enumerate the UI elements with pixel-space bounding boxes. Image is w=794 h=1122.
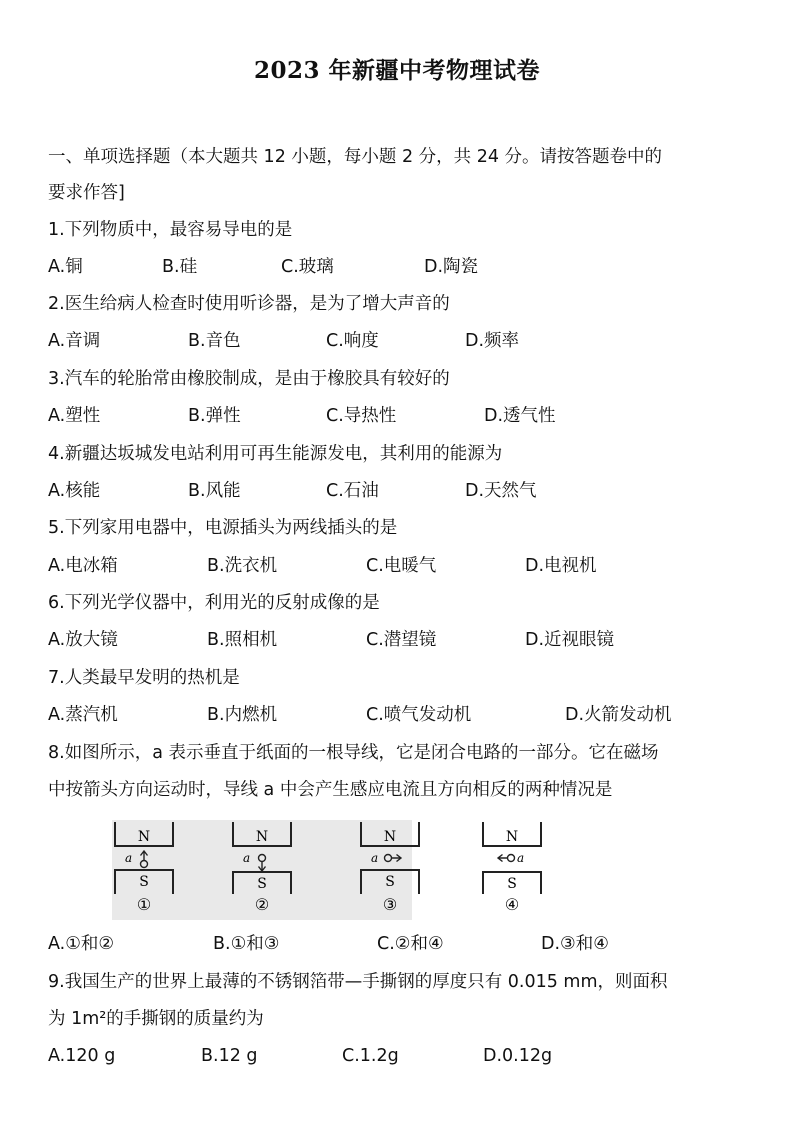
question-3-stem: 3.汽车的轮胎常由橡胶制成，是由于橡胶具有较好的: [48, 369, 450, 389]
question-6-stem: 6.下列光学仪器中，利用光的反射成像的是: [48, 593, 380, 613]
magnetic-field-figure: [112, 818, 552, 922]
question-9-stem-line-2: 为 1m²的手撕钢的质量约为: [48, 1009, 264, 1029]
question-3-option-a: A.塑性: [48, 406, 101, 426]
south-pole-label: S: [507, 876, 517, 892]
question-8-option-c: C.②和④: [377, 934, 444, 954]
south-pole-label: S: [139, 874, 149, 890]
question-8-option-d: D.③和④: [541, 934, 609, 954]
section-heading-line-2: 要求作答]: [48, 183, 125, 203]
wire-label: a: [371, 851, 379, 865]
question-5-options: [0, 554, 794, 578]
panel-label: ①: [136, 895, 152, 914]
question-5-stem: 5.下列家用电器中，电源插头为两线插头的是: [48, 518, 398, 538]
question-2-options: [0, 329, 794, 353]
question-4-option-c: C.石油: [326, 481, 379, 501]
question-2-option-b: B.音色: [188, 331, 241, 351]
question-5-option-a: A.电冰箱: [48, 556, 118, 576]
question-6-options: [0, 628, 794, 652]
question-6-option-c: C.潜望镜: [366, 630, 437, 650]
question-4-options: [0, 479, 794, 503]
question-8-stem-line-1: 8.如图所示，a 表示垂直于纸面的一根导线，它是闭合电路的一部分。它在磁场: [48, 743, 659, 763]
question-8-option-a: A.①和②: [48, 934, 115, 954]
panel-label: ②: [254, 895, 270, 914]
question-7-option-b: B.内燃机: [207, 705, 278, 725]
north-pole-label: N: [383, 829, 397, 845]
question-5-option-c: C.电暖气: [366, 556, 437, 576]
wire-cross-section: [508, 855, 515, 862]
question-6-option-d: D.近视眼镜: [525, 630, 615, 650]
question-1-options: [0, 255, 794, 279]
south-pole-label: S: [257, 876, 267, 892]
question-4-option-a: A.核能: [48, 481, 101, 501]
wire-label: a: [125, 851, 133, 865]
question-3-option-d: D.透气性: [484, 406, 556, 426]
question-6-option-a: A.放大镜: [48, 630, 118, 650]
south-pole-label: S: [385, 874, 395, 890]
question-3-options: [0, 404, 794, 428]
question-8-option-b: B.①和③: [213, 934, 280, 954]
north-pole-label: N: [505, 829, 519, 845]
question-8-options: [0, 932, 794, 956]
panel-4: [483, 822, 541, 914]
question-4-option-d: D.天然气: [465, 481, 537, 501]
wire-label: a: [243, 851, 251, 865]
magnetic-field-diagram: [112, 818, 552, 922]
question-2-option-d: D.频率: [465, 331, 520, 351]
question-2-option-a: A.音调: [48, 331, 101, 351]
question-4-stem: 4.新疆达坂城发电站利用可再生能源发电，其利用的能源为: [48, 444, 503, 464]
question-7-stem: 7.人类最早发明的热机是: [48, 668, 240, 688]
question-3-option-c: C.导热性: [326, 406, 397, 426]
page-title: 2023 年新疆中考物理试卷: [253, 57, 541, 84]
question-1-option-b: B.硅: [162, 257, 198, 277]
panel-label: ③: [382, 895, 398, 914]
question-2-stem: 2.医生给病人检查时使用听诊器，是为了增大声音的: [48, 294, 450, 314]
question-9-option-d: D.0.12g: [483, 1046, 553, 1066]
wire-label: a: [517, 851, 525, 865]
question-7-option-a: A.蒸汽机: [48, 705, 118, 725]
question-9-options: [0, 1044, 794, 1068]
question-9-option-b: B.12 g: [201, 1046, 258, 1066]
question-6-option-b: B.照相机: [207, 630, 278, 650]
question-5-option-d: D.电视机: [525, 556, 597, 576]
north-pole-label: N: [137, 829, 151, 845]
question-1-option-a: A.铜: [48, 257, 83, 277]
question-9-option-a: A.120 g: [48, 1046, 116, 1066]
question-1-stem: 1.下列物质中，最容易导电的是: [48, 220, 293, 240]
question-1-option-d: D.陶瓷: [424, 257, 479, 277]
question-4-option-b: B.风能: [188, 481, 241, 501]
question-7-option-c: C.喷气发动机: [366, 705, 472, 725]
question-9-stem-line-1: 9.我国生产的世界上最薄的不锈钢箔带—手撕钢的厚度只有 0.015 mm，则面积: [48, 972, 668, 992]
question-7-options: [0, 703, 794, 727]
question-8-stem-line-2: 中按箭头方向运动时，导线 a 中会产生感应电流且方向相反的两种情况是: [48, 780, 613, 800]
question-5-option-b: B.洗衣机: [207, 556, 278, 576]
question-2-option-c: C.响度: [326, 331, 379, 351]
north-pole-label: N: [255, 829, 269, 845]
panel-label: ④: [504, 895, 520, 914]
question-1-option-c: C.玻璃: [281, 257, 334, 277]
arrow-left-icon: [498, 855, 508, 862]
question-7-option-d: D.火箭发动机: [565, 705, 672, 725]
question-9-option-c: C.1.2g: [342, 1046, 399, 1066]
question-3-option-b: B.弹性: [188, 406, 241, 426]
section-heading-line-1: 一、单项选择题（本大题共 12 小题，每小题 2 分，共 24 分。请按答题卷中的: [48, 147, 663, 167]
